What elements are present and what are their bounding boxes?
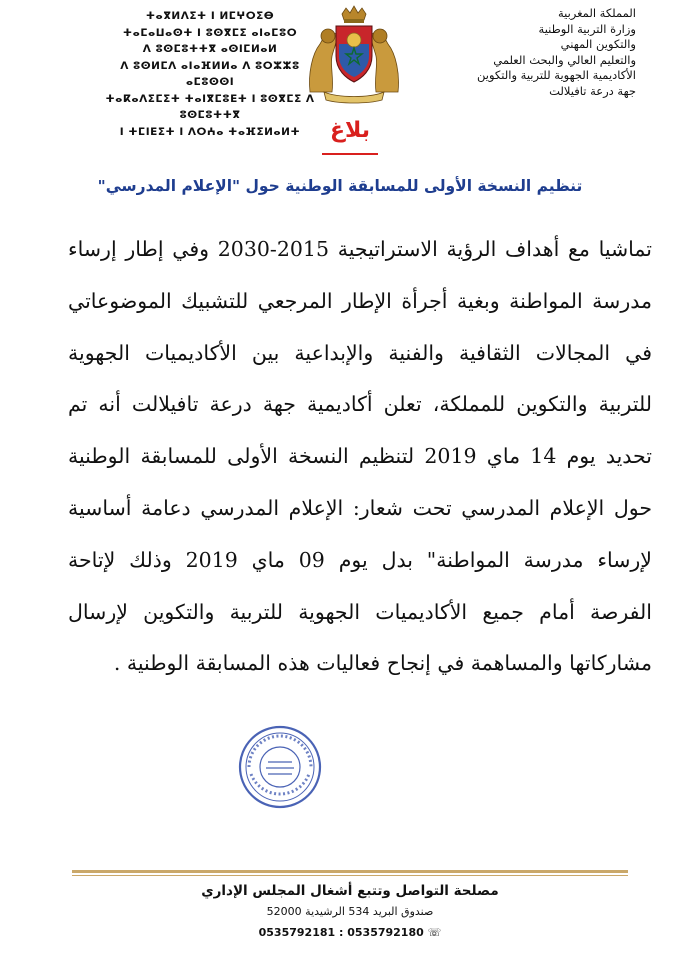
- footer-rule-thin: [72, 875, 628, 876]
- tifinagh-line: ⵏ ⵜⵎⵏⴹⵉⵜ ⵏ ⴷⵔⵄⴰ ⵜⴰⴼⵉⵍⴰⵍⵜ: [119, 125, 301, 138]
- tifinagh-line: ⴷ ⵓⵙⵎⵓⵜⵜⴳ ⴰⵙⵏⵎⵍⴰⵍ: [142, 43, 278, 55]
- title-underline: [322, 153, 378, 155]
- communique-body: تماشيا مع أهداف الرؤية الاستراتيجية 2015-2030 وفي إطار إرساء مدرسة المواطنة وبغية أجرأة الإطار المرجعي للتشبيك الموضوعاتي في المجالات الثقافية والفنية والإبداعية بين الأكاديميات الجهوية للتربية والتكوين للمملكة، تعلن أكاديمية جهة درعة تافيلالت أنه تم تحديد يوم 14 ماي 2019 لتنظيم النسخة الأولى للمسابقة الوطنية حول الإعلام المدرسي تحت شعار: الإعلام المدرسي دعامة أساسية لإرساء مدرسة المواطنة" بدل يوم 09 ماي 2019 وذلك لإتاحة الفرصة أمام جميع الأكاديميات الجهوية للتربية والتكوين لإرسال مشاركاتها والمساهمة في إنجاح فعاليات هذه المسابقة الوطنية .: [68, 237, 652, 676]
- footer-phones: ☏ 0535792180 : 0535792181: [258, 926, 442, 939]
- arabic-header-line: الأكاديمية الجهوية للتربية والتكوين: [477, 68, 636, 82]
- tifinagh-line: ⵜⴰⴽⴰⴷⵉⵎⵉⵜ ⵜⴰⵏⴳⵎⵓⴹⵜ ⵏ ⵓⵙⴳⵎⵉ ⴷ ⵓⵙⵎⵓⵜⵜⴳ: [105, 92, 315, 121]
- tifinagh-line: ⵜⴰⵎⴰⵡⴰⵙⵜ ⵏ ⵓⵙⴳⵎⵉ ⴰⵏⴰⵎⵓⵔ: [122, 26, 298, 39]
- arabic-header-line: المملكة المغربية: [557, 6, 636, 20]
- arabic-header-line: وزارة التربية الوطنية: [538, 21, 636, 36]
- footer-department: مصلحة التواصل وتتبع أشغال المجلس الإداري: [201, 883, 499, 899]
- footer-rule: [72, 870, 628, 873]
- communique-subtitle: تنظيم النسخة الأولى للمسابقة الوطنية حول "الإعلام المدرسي": [97, 177, 583, 195]
- royal-coat-of-arms-icon: [302, 4, 406, 104]
- tifinagh-line: ⵜⴰⴳⵍⴷⵉⵜ ⵏ ⵍⵎⵖⵔⵉⴱ: [145, 10, 275, 22]
- communique-title: بلاغ: [330, 118, 370, 143]
- official-stamp-icon: [237, 724, 323, 810]
- footer-address: صندوق البريد 534 الرشيدية 52000: [266, 905, 434, 918]
- arabic-header-line: والتكوين المهني: [560, 37, 636, 51]
- arabic-header: [396, 6, 636, 99]
- arabic-header-line: جهة درعة تافيلالت: [549, 83, 636, 98]
- tifinagh-line: ⴷ ⵓⵙⵍⵎⴷ ⴰⵏⴰⴼⵍⵍⴰ ⴷ ⵓⵔⵣⵣⵓ ⴰⵎⵓⵙⵙⵏ: [120, 59, 300, 88]
- arabic-header-line: والتعليم العالي والبحث العلمي: [493, 52, 636, 67]
